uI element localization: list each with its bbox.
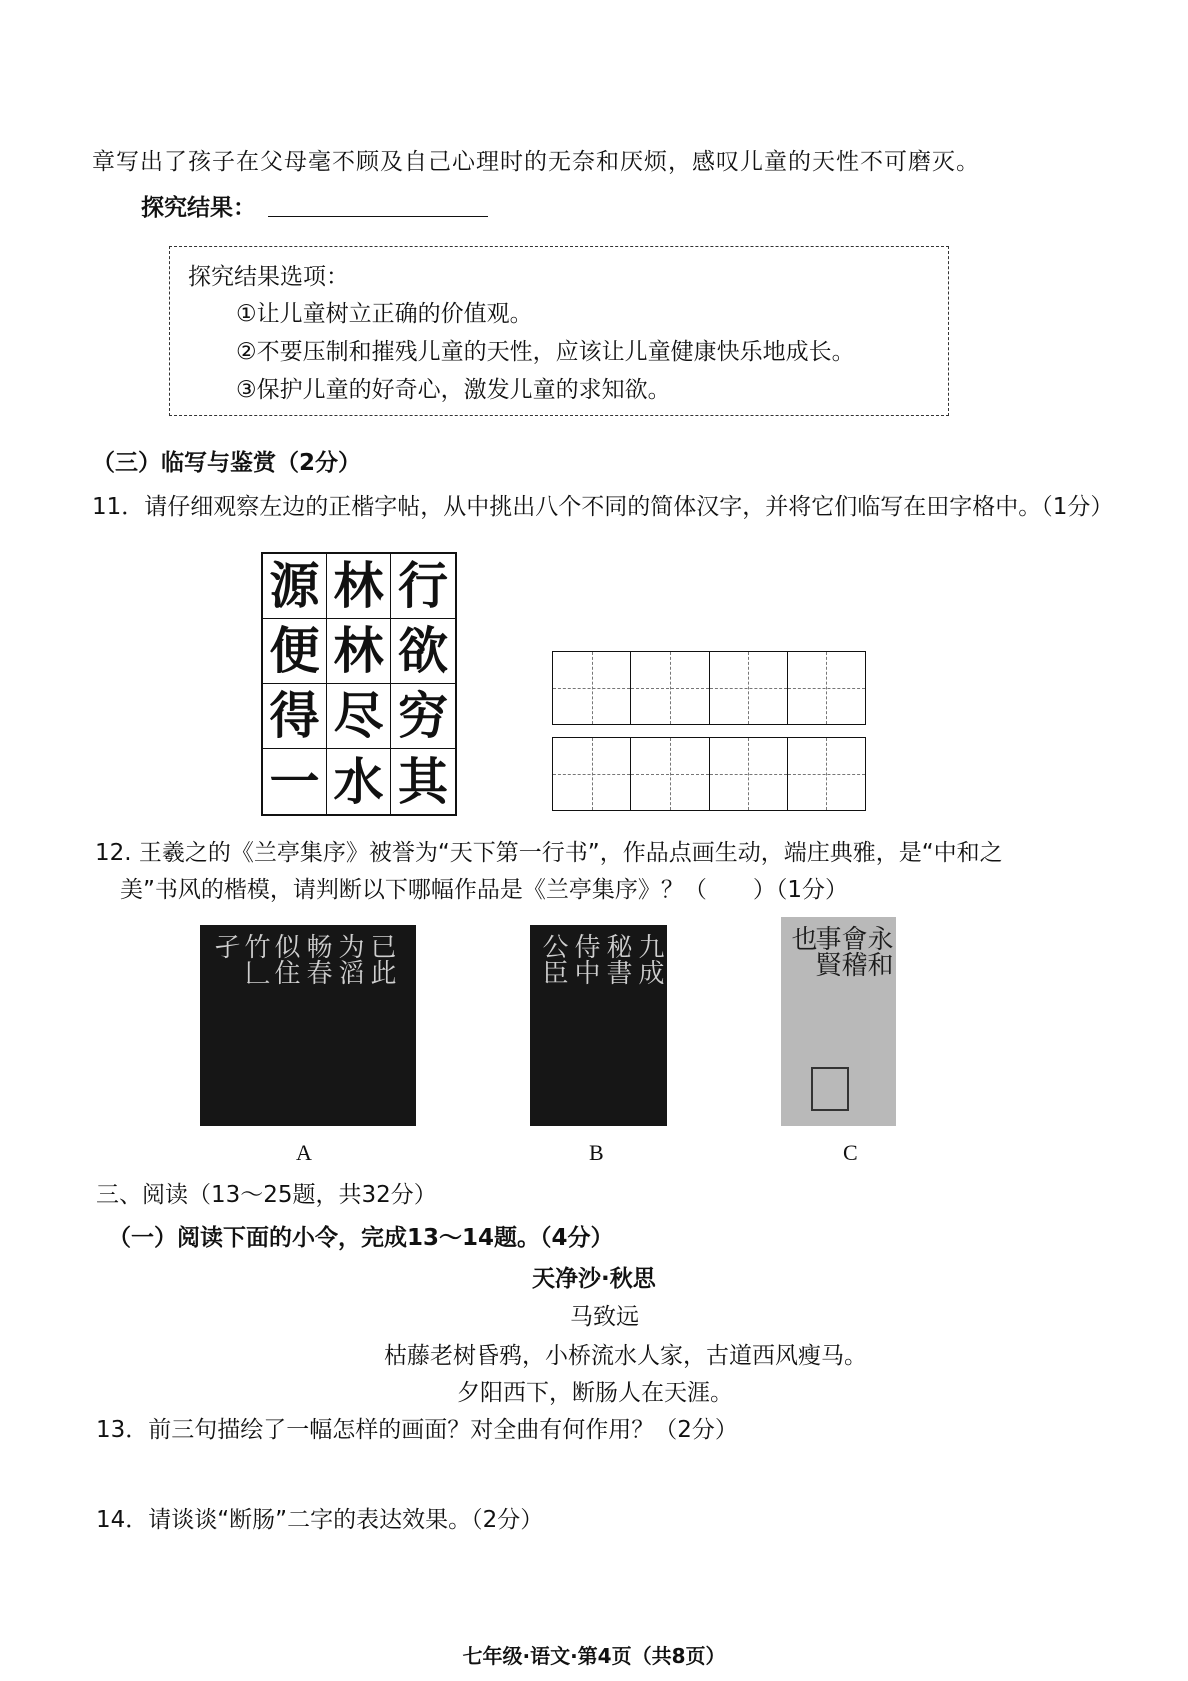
calligraphy-image-a: 孑 竹𠃊 似住 畅春 为滔 已此 [200, 925, 416, 1126]
question-11: 11．请仔细观察左边的正楷字帖，从中挑出八个不同的简体汉字，并将它们临写在田字格中。（1分） [92, 494, 1114, 520]
question-12-line1: 12. 王羲之的《兰亭集序》被誉为“天下第一行书”，作品点画生动，端庄典雅，是“中和之 [95, 840, 1003, 866]
poem-line-2: 夕阳西下，断肠人在天涯。 [457, 1380, 733, 1406]
poem-line-1: 枯藤老树昏鸦，小桥流水人家，古道西风瘦马。 [384, 1343, 867, 1369]
continuation-text: 章写出了孩子在父母毫不顾及自己心理时的无奈和厌烦，感叹儿童的天性不可磨灭。 [92, 149, 980, 175]
result-label: 探究结果： [141, 195, 256, 221]
question-14: 14．请谈谈“断肠”二字的表达效果。（2分） [96, 1507, 544, 1533]
copybook-char: 源 [263, 554, 327, 619]
copybook-char: 一 [263, 749, 327, 814]
options-title: 探究结果选项： [188, 264, 349, 290]
copybook-grid [261, 552, 457, 816]
copybook-char: 行 [391, 554, 455, 619]
section-heading: （三）临写与鉴赏（2分） [92, 450, 362, 476]
copybook-char: 欲 [391, 619, 455, 684]
option-2: ②不要压制和摧残儿童的天性，应该让儿童健康快乐地成长。 [236, 339, 855, 365]
image-label-b: B [589, 1140, 604, 1165]
copybook-char: 水 [327, 749, 391, 814]
option-3: ③保护儿童的好奇心，激发儿童的求知欲。 [236, 377, 671, 403]
question-13: 13．前三句描绘了一幅怎样的画面？对全曲有何作用？（2分） [96, 1417, 738, 1443]
copybook-char: 便 [263, 619, 327, 684]
result-answer-line[interactable] [268, 216, 488, 217]
copybook-char: 尽 [327, 684, 391, 749]
poem-title: 天净沙·秋思 [532, 1266, 656, 1292]
image-label-c: C [843, 1140, 858, 1165]
question-12-line2: 美”书风的楷模，请判断以下哪幅作品是《兰亭集序》？（ ）（1分） [120, 877, 849, 903]
poem-author: 马致远 [570, 1304, 639, 1330]
practice-grid-row-2[interactable] [552, 737, 866, 811]
option-1: ①让儿童树立正确的价值观。 [236, 301, 533, 327]
calligraphy-image-c: 也 事賢 會稽 永和 [781, 917, 896, 1126]
copybook-char: 林 [327, 619, 391, 684]
practice-grid-row-1[interactable] [552, 651, 866, 725]
reading-heading: 三、阅读（13～25题，共32分） [96, 1182, 437, 1208]
copybook-char: 得 [263, 684, 327, 749]
copybook-char: 林 [327, 554, 391, 619]
copybook-char: 其 [398, 751, 448, 811]
reading-subheading: （一）阅读下面的小令，完成13～14题。（4分） [108, 1225, 614, 1251]
page-footer: 七年级·语文·第4页（共8页） [462, 1644, 726, 1668]
calligraphy-image-b: 公臣 侍中 秘書 九成 [530, 925, 667, 1126]
copybook-char: 穷 [391, 684, 455, 749]
image-label-a: A [296, 1140, 312, 1165]
